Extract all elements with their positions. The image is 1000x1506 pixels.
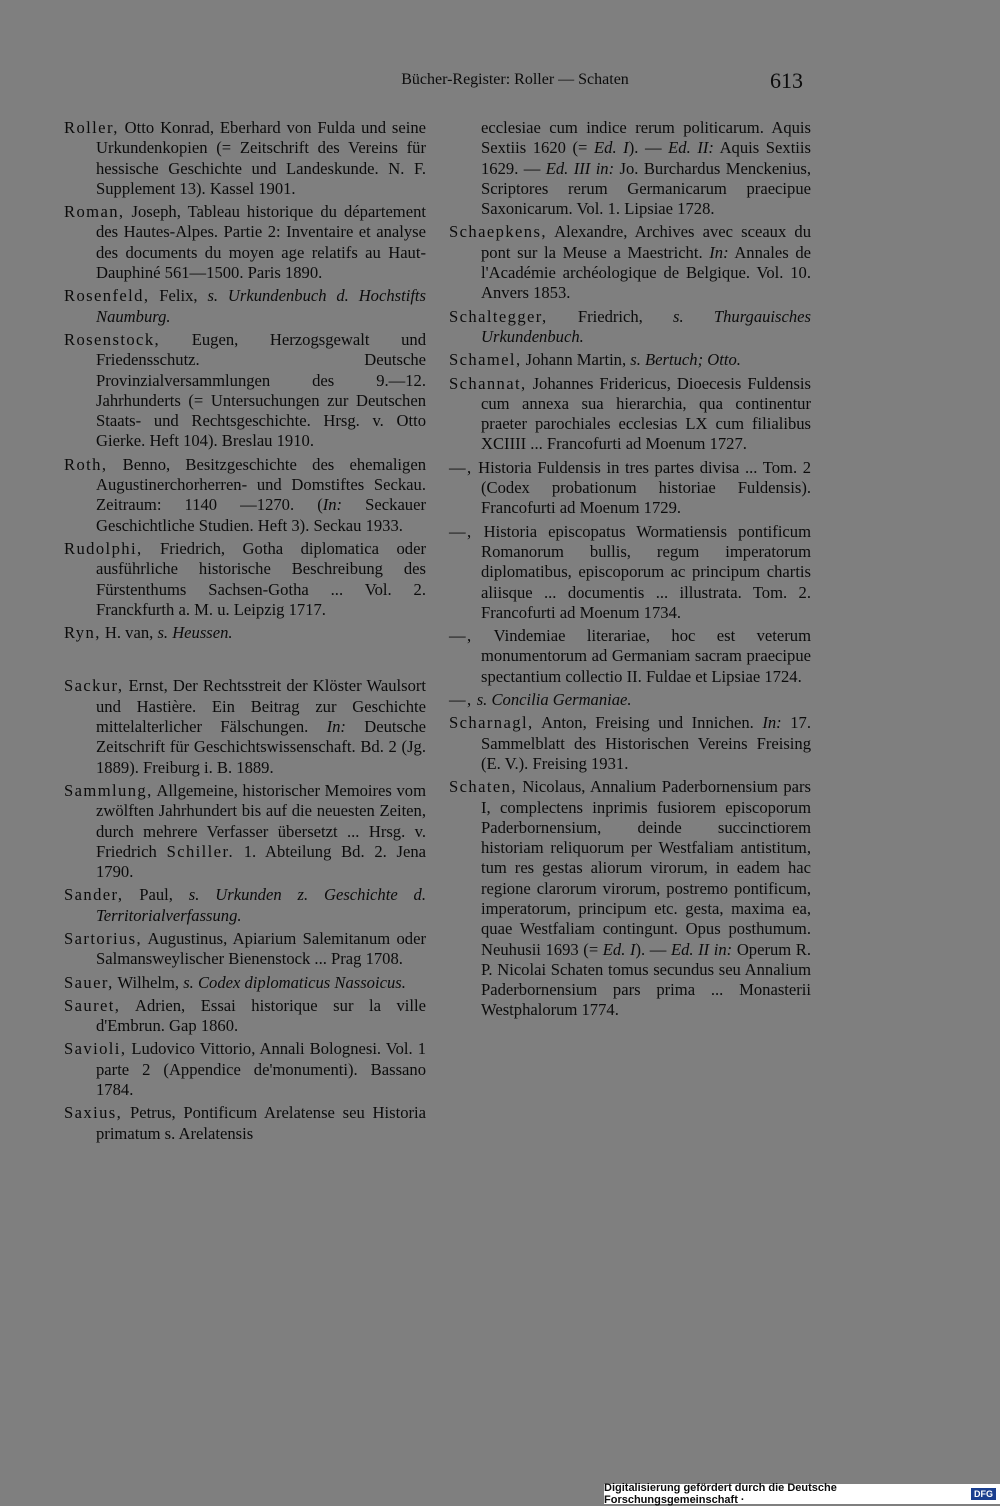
register-entry bbox=[64, 1103, 426, 1144]
entry-author: —, bbox=[449, 521, 473, 541]
entry-author: Schaltegger, bbox=[449, 306, 548, 326]
entry-author: Roth, bbox=[64, 454, 108, 474]
entry-italic-text: In: bbox=[762, 713, 782, 733]
entry-italic-text: In: bbox=[709, 242, 729, 262]
entry-text: Johannes Fridericus, Dioecesis Fuldensis cum annexa sua hierarchia, qua continentur praeter parochiales ecclesias LX cum filialibus XCIIII ... Francofurti ad Moenum 1727. bbox=[481, 373, 811, 454]
entry-author: Sauer, bbox=[64, 972, 114, 992]
register-entry bbox=[64, 286, 426, 327]
entry-author: Sartorius, bbox=[64, 928, 143, 948]
entry-author: Roman, bbox=[64, 202, 125, 222]
digitization-credit bbox=[604, 1484, 1000, 1504]
entry-italic-text: Ed. II: bbox=[668, 138, 714, 158]
entry-text: Historia episcopatus Wormatiensis pontificum Romanorum bullis, regum imperatorum diplomatibus, episcoporum ac principum chartis aliisque ... documentis ... illustrata. Tom. 2. Francofurti ad Moenum 1734. bbox=[472, 521, 811, 622]
register-entry bbox=[449, 374, 811, 455]
entry-text: Felix, bbox=[149, 286, 208, 306]
entry-text: Operum R. P. Nicolai Schaten tomus secundus seu Annalium Paderbornensium pars prima ... Monasterii Westphalorum 1774. bbox=[481, 939, 811, 1020]
entry-text: Joseph, Tableau historique du département des Hautes-Alpes. Partie 2: Inventaire et analyse des documents du moyen age relatifs au Haut-Dauphiné 561—1500. Paris 1890. bbox=[96, 202, 426, 283]
entry-text: Friedrich, Gotha diplomatica oder ausführliche historische Beschreibung des Fürstenthums Sachsen-Gotha ... Vol. 2. Franckfurth a. M. u. Leipzig 1717. bbox=[96, 538, 426, 619]
entry-author: Sauret, bbox=[64, 995, 121, 1015]
register-entry bbox=[449, 626, 811, 687]
entry-text: ). — bbox=[635, 939, 671, 959]
entry-text: Aquis Sextiis 1629. — bbox=[481, 138, 811, 178]
entry-italic-text: s. Codex diplomaticus Nassoicus. bbox=[183, 972, 406, 992]
entry-author: Roller, bbox=[64, 118, 119, 137]
register-entry bbox=[449, 307, 811, 348]
entry-italic-text: Ed. I bbox=[594, 138, 629, 158]
register-entry bbox=[449, 350, 811, 370]
register-entry bbox=[449, 522, 811, 623]
entry-italic-text: s. Urkundenbuch d. Hochstifts Naumburg. bbox=[96, 286, 426, 326]
entry-author: Rosenfeld, bbox=[64, 286, 150, 306]
entry-author: Rudolphi, bbox=[64, 538, 143, 558]
entry-italic-text: s. Concilia Germaniae. bbox=[476, 690, 632, 710]
entry-author: Savioli, bbox=[64, 1039, 127, 1059]
entry-text: Jo. Burchardus Menckenius, Scriptores rerum Germanicarum praecipue Saxonicarum. Vol. 1. Lipsiae 1728. bbox=[481, 158, 811, 219]
entry-author: Ryn, bbox=[64, 623, 101, 643]
entry-text: Friedrich, bbox=[547, 306, 674, 326]
entry-italic-text: Ed. III in: bbox=[545, 158, 615, 178]
entry-text: Paul, bbox=[123, 885, 189, 905]
entry-text: Ernst, Der Rechtsstreit der Klöster Waulsort und Hastière. Ein Beitrag zur Geschichte mittelalterlicher Fälschungen. bbox=[96, 676, 426, 737]
entry-text: H. van, bbox=[100, 623, 158, 643]
register-entry bbox=[64, 781, 426, 882]
entry-text: 17. Sammelblatt des Historischen Vereins Freising (E. V.). Freising 1931. bbox=[481, 713, 811, 773]
entry-author: Schannat, bbox=[449, 373, 527, 393]
register-entry bbox=[64, 973, 426, 993]
register-entry bbox=[64, 118, 426, 199]
entry-italic-text: In: bbox=[326, 717, 346, 737]
entry-text: Annales de l'Académie archéologique de Belgique. Vol. 10. Anvers 1853. bbox=[481, 242, 811, 303]
entry-author: Schamel, bbox=[449, 350, 522, 370]
letter-section-gap bbox=[64, 646, 426, 676]
register-entry bbox=[449, 690, 811, 710]
entry-text: 1. Abteilung Bd. 2. Jena 1790. bbox=[96, 841, 426, 882]
footer-text: Digitalisierung gefördert durch die Deutsche Forschungsgemeinschaft · bbox=[604, 1482, 837, 1506]
entry-author: Sander, bbox=[64, 885, 124, 905]
register-entry bbox=[449, 118, 811, 219]
page-number: 613 bbox=[770, 68, 803, 93]
entry-author: Schaten, bbox=[449, 777, 517, 797]
entry-author: —, bbox=[449, 690, 473, 710]
entry-text: Benno, Besitzgeschichte des ehemaligen Augustinerchorherren- und Domstiftes Seckau. Zeitraum: 1140 —1270. ( bbox=[96, 454, 426, 515]
entry-italic-text: s. Bertuch; Otto. bbox=[630, 350, 741, 370]
entry-text: Anton, Freising und Innichen. bbox=[533, 713, 763, 733]
entry-italic-text: s. Heussen. bbox=[157, 623, 233, 643]
entry-italic-text: s. Thurgauisches Urkundenbuch. bbox=[481, 306, 811, 346]
entry-text: Deutsche Zeitschrift für Geschichtswissenschaft. Bd. 2 (Jg. 1889). Freiburg i. B. 1889. bbox=[96, 717, 426, 777]
entry-author: Saxius, bbox=[64, 1103, 123, 1123]
register-entry bbox=[64, 202, 426, 283]
entry-italic-text: In: bbox=[322, 495, 343, 515]
entry-text: Seckauer Geschichtliche Studien. Heft 3). Seckau 1933. bbox=[96, 495, 426, 535]
entry-author: Sammlung, bbox=[64, 780, 153, 800]
entry-text: Ludovico Vittorio, Annali Bolognesi. Vol. 1 parte 2 (Appendice de'monumenti). Bassano 1784. bbox=[96, 1039, 426, 1100]
register-entry bbox=[64, 1039, 426, 1100]
entry-text: Petrus, Pontificum Arelatense seu Historia primatum s. Arelatensis bbox=[96, 1103, 426, 1143]
entry-author: Scharnagl, bbox=[449, 713, 534, 733]
entry-text: Nicolaus, Annalium Paderbornensium pars I, complectens inprimis fusiorem episcoporum Paderbornensium, deinde succinctiorem historiam reliquorum per Westfaliam antistitum, tum res gestas aliorum virorum, in eadem hac regione clarorum virorum, postremo pontificum, imperatorum, principum etc. gesta, maxima ea, quae Westfaliam contingunt. Opus posthumum. Neuhusii 1693 (= bbox=[481, 777, 811, 959]
register-entry bbox=[449, 777, 811, 1021]
entry-text: Adrien, Essai historique sur la ville d'Embrun. Gap 1860. bbox=[96, 995, 426, 1036]
entry-text: ecclesiae cum indice rerum politicarum. Aquis Sextiis 1620 (= bbox=[481, 118, 811, 158]
left-column bbox=[64, 118, 426, 1147]
entry-text: Johann Martin, bbox=[521, 350, 631, 370]
register-entry bbox=[449, 458, 811, 519]
entry-text: ). — bbox=[628, 138, 669, 158]
running-header: Bücher-Register: Roller — Schaten bbox=[401, 71, 629, 88]
entry-text: Augustinus, Apiarium Salemitanum oder Salmansweylischer Bienenstock ... Prag 1708. bbox=[96, 928, 426, 969]
entry-author: Schaepkens, bbox=[449, 222, 547, 242]
right-column bbox=[449, 118, 811, 1024]
register-entry bbox=[64, 929, 426, 970]
register-entry bbox=[64, 539, 426, 620]
register-entry bbox=[64, 676, 426, 777]
entry-text: Vindemiae literariae, hoc est veterum monumentorum ad Germaniam sacram praecipue spectantium collectio II. Fuldae et Lipsiae 1724. bbox=[472, 626, 811, 686]
entry-text: Otto Konrad, Eberhard von Fulda und seine Urkundenkopien (= Zeitschrift des Vereins für hessische Geschichte und Landeskunde. N. F. Supplement 13). Kassel 1901. bbox=[96, 118, 426, 198]
register-entry bbox=[64, 885, 426, 926]
entry-author: Rosenstock, bbox=[64, 329, 161, 349]
entry-spaced-text: Schiller. bbox=[166, 841, 235, 861]
entry-text: Wilhelm, bbox=[113, 972, 184, 992]
entry-author: —, bbox=[449, 457, 473, 477]
entry-italic-text: Ed. I bbox=[602, 939, 636, 959]
entry-text: Alexandre, Archives avec sceaux du pont sur la Meuse a Maestricht. bbox=[481, 222, 811, 262]
register-entry bbox=[64, 996, 426, 1037]
dfg-logo: DFG bbox=[971, 1488, 996, 1500]
entry-author: —, bbox=[449, 626, 473, 646]
entry-italic-text: Ed. II in: bbox=[670, 939, 733, 959]
entry-text: Allgemeine, historischer Memoires vom zwölften Jahrhundert bis auf die neuesten Zeiten, durch mehrere Verfasser übersetzt ... Hrsg. v. Friedrich bbox=[96, 780, 426, 861]
register-entry bbox=[64, 455, 426, 536]
entry-author: Sackur, bbox=[64, 676, 124, 696]
register-entry bbox=[64, 623, 426, 643]
entry-text: Historia Fuldensis in tres partes divisa ... Tom. 2 (Codex probationum historiae Fuldensis). Francofurti ad Moenum 1729. bbox=[472, 457, 811, 518]
entry-italic-text: s. Urkunden z. Geschichte d. Territorialverfassung. bbox=[96, 885, 427, 925]
register-entry bbox=[449, 222, 811, 303]
register-entry bbox=[449, 713, 811, 774]
entry-text: Eugen, Herzogsgewalt und Friedensschutz. Deutsche Provinzialversammlungen des 9.—12. Jahrhunderts (= Untersuchungen zur Deutschen Staats- und Rechtsgeschichte. Hrsg. v. Otto Gierke. Heft 104). Breslau 1910. bbox=[96, 329, 426, 451]
register-entry bbox=[64, 330, 426, 452]
